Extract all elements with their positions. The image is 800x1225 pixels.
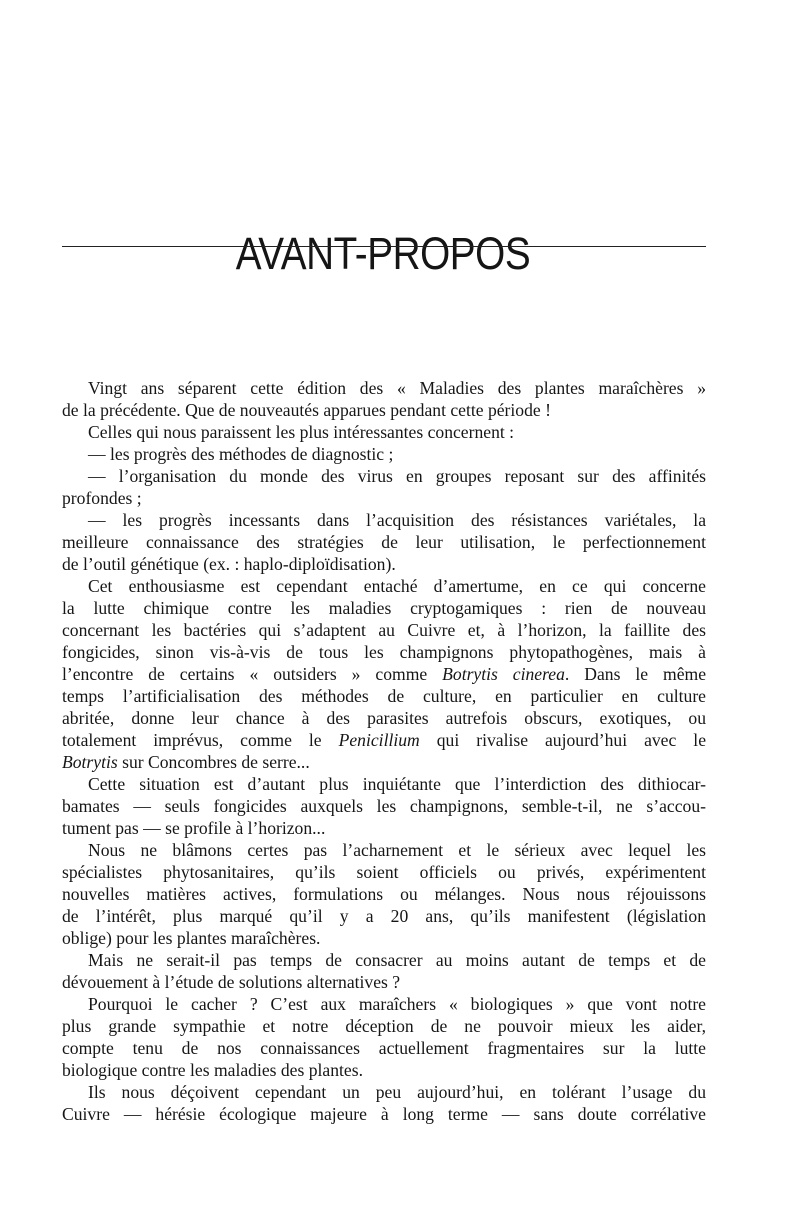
text-segment: oblige) pour les plantes maraîchères. [62, 928, 321, 948]
paragraph [62, 773, 706, 839]
text-line [62, 509, 706, 531]
text-segment: nouvelles matières actives, formulations ou mélanges. Nous nous réjouissons [62, 884, 706, 904]
text-segment: Celles qui nous paraissent les plus intéressantes concernent : [88, 422, 515, 442]
text-segment: — l’organisation du monde des virus en groupes reposant sur des affinités [88, 466, 706, 486]
text-line [62, 685, 706, 707]
text-segment: Vingt ans séparent cette édition des « Maladies des plantes maraîchères » [88, 378, 706, 398]
text-segment: fongicides, sinon vis-à-vis de tous les champignons phytopathogènes, mais à [62, 642, 706, 662]
text-line [62, 487, 706, 509]
text-segment: Cet enthousiasme est cependant entaché d’amertume, en ce qui concerne [88, 576, 706, 596]
text-segment: temps l’artificialisation des méthodes de culture, en particulier en culture [62, 686, 706, 706]
text-segment: plus grande sympathie et notre déception de ne pouvoir mieux les aider, [62, 1016, 706, 1036]
text-line [62, 1015, 706, 1037]
paragraph [62, 443, 706, 465]
text-line [62, 399, 706, 421]
text-segment: Nous ne blâmons certes pas l’acharnement et le sérieux avec lequel les [88, 840, 706, 860]
text-line [62, 553, 706, 575]
text-segment: meilleure connaissance des stratégies de leur utilisation, le perfectionnement [62, 532, 706, 552]
text-segment: Ils nous déçoivent cependant un peu aujourd’hui, en tolérant l’usage du [88, 1082, 706, 1102]
italic-text: Botrytis cinerea [442, 664, 565, 684]
paragraph [62, 1081, 706, 1125]
paragraph [62, 377, 706, 421]
paragraph [62, 575, 706, 773]
text-line [62, 619, 706, 641]
text-segment: . Dans le même [564, 664, 706, 684]
text-line [62, 927, 706, 949]
text-segment: tument pas — se profile à l’horizon... [62, 818, 326, 838]
paragraph [62, 839, 706, 949]
text-segment: de la précédente. Que de nouveautés apparues pendant cette période ! [62, 400, 551, 420]
text-line [62, 993, 706, 1015]
text-segment: l’encontre de certains « outsiders » comme [62, 664, 443, 684]
paragraph [62, 509, 706, 575]
text-segment: — les progrès des méthodes de diagnostic ; [88, 444, 394, 464]
text-line [62, 1059, 706, 1081]
text-segment: Pourquoi le cacher ? C’est aux maraîchers « biologiques » que vont notre [88, 994, 706, 1014]
paragraph [62, 993, 706, 1081]
paragraph [62, 421, 706, 443]
text-line [62, 575, 706, 597]
text-line [62, 773, 706, 795]
text-segment: Mais ne serait-il pas temps de consacrer au moins autant de temps et de [88, 950, 706, 970]
text-segment: de l’outil génétique (ex. : haplo-diploïdisation). [62, 554, 396, 574]
italic-text: Botrytis [62, 752, 118, 772]
text-segment: abritée, donne leur chance à des parasites autrefois obscurs, exotiques, ou [62, 708, 706, 728]
text-line [62, 949, 706, 971]
italic-text: Penicillium [338, 730, 420, 750]
paragraph [62, 949, 706, 993]
text-line [62, 377, 706, 399]
text-segment: concernant les bactéries qui s’adaptent au Cuivre et, à l’horizon, la faillite des [62, 620, 706, 640]
body-text [62, 377, 706, 1125]
text-segment: profondes ; [62, 488, 142, 508]
text-segment: sur Concombres de serre... [117, 752, 310, 772]
text-line [62, 641, 706, 663]
text-line [62, 707, 706, 729]
text-segment: spécialistes phytosanitaires, qu’ils soient officiels ou privés, expérimentent [62, 862, 706, 882]
text-line [62, 905, 706, 927]
text-segment: compte tenu de nos connaissances actuellement fragmentaires sur la lutte [62, 1038, 706, 1058]
text-segment: totalement imprévus, comme le [62, 730, 339, 750]
page-title: AVANT-PROPOS [235, 228, 531, 280]
text-line [62, 795, 706, 817]
text-segment: qui rivalise aujourd’hui avec le [419, 730, 707, 750]
text-line [62, 839, 706, 861]
text-segment: bamates — seuls fongicides auxquels les champignons, semble-t-il, ne s’accou- [62, 796, 706, 816]
text-line [62, 883, 706, 905]
text-line [62, 663, 706, 685]
text-segment: dévouement à l’étude de solutions alternatives ? [62, 972, 401, 992]
text-line [62, 531, 706, 553]
text-line [62, 421, 706, 443]
text-line [62, 1081, 706, 1103]
text-line [62, 465, 706, 487]
text-line [62, 1037, 706, 1059]
text-segment: de l’intérêt, plus marqué qu’il y a 20 ans, qu’ils manifestent (législation [62, 906, 706, 926]
text-line [62, 861, 706, 883]
text-line [62, 729, 706, 751]
text-line [62, 817, 706, 839]
text-segment: Cuivre — hérésie écologique majeure à long terme — sans doute corrélative [62, 1104, 706, 1124]
text-line [62, 597, 706, 619]
text-line [62, 1103, 706, 1125]
title-rule [62, 246, 706, 247]
text-segment: biologique contre les maladies des plantes. [62, 1060, 363, 1080]
text-line [62, 971, 706, 993]
text-line [62, 751, 706, 773]
text-segment: — les progrès incessants dans l’acquisition des résistances variétales, la [88, 510, 706, 530]
text-segment: Cette situation est d’autant plus inquiétante que l’interdiction des dithiocar- [88, 774, 706, 794]
text-segment: la lutte chimique contre les maladies cryptogamiques : rien de nouveau [62, 598, 706, 618]
paragraph [62, 465, 706, 509]
text-line [62, 443, 706, 465]
